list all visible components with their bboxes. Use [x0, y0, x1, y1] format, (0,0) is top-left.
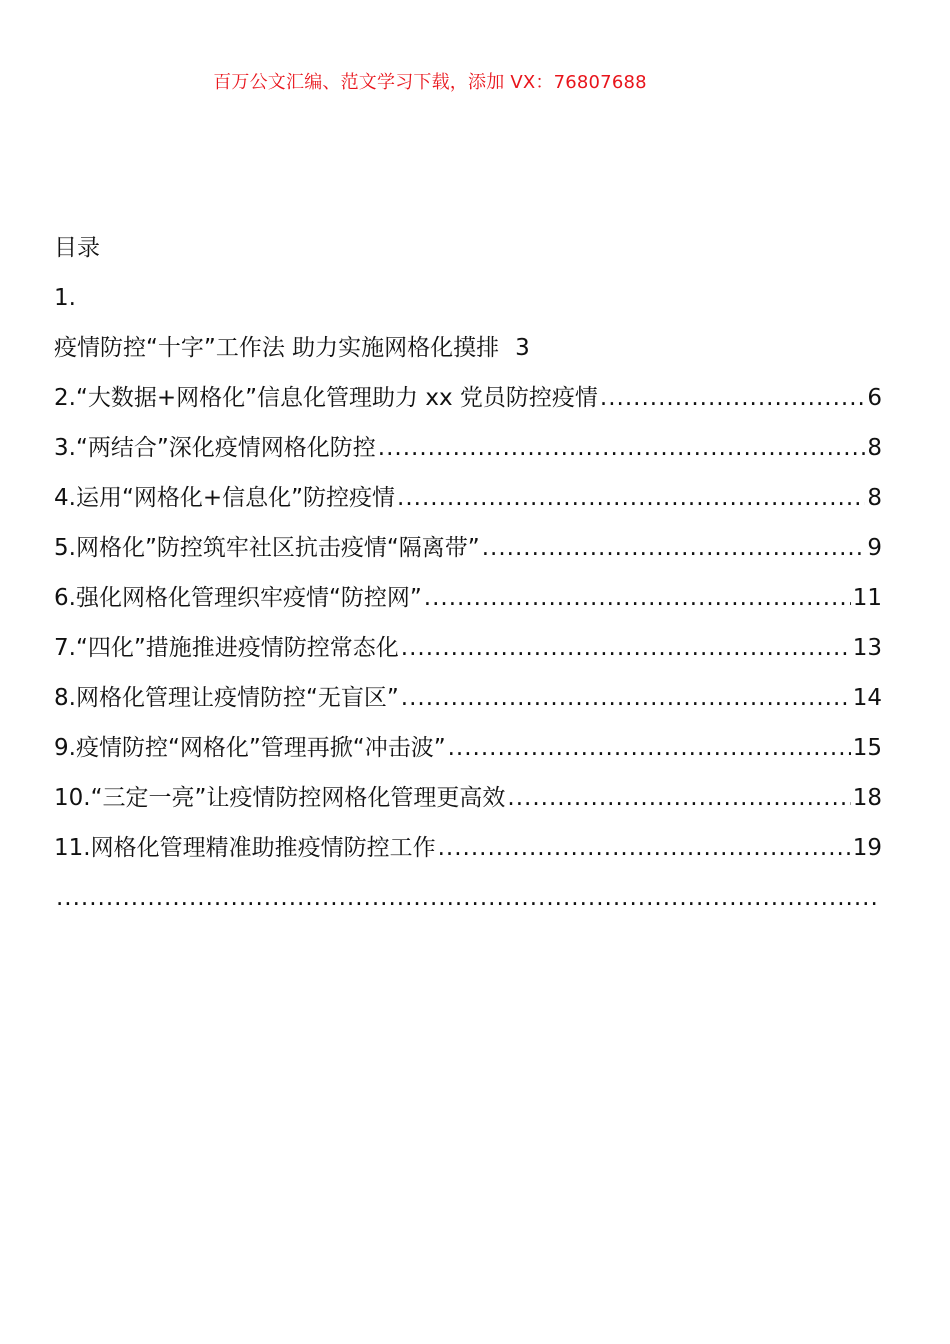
toc-leader-dots	[401, 623, 851, 673]
toc-item-label: 2.“大数据+网格化”信息化管理助力 xx 党员防控疫情	[54, 385, 598, 411]
toc-item-1-number: 1.	[54, 285, 76, 311]
toc-leader-dots	[448, 723, 851, 773]
toc-item-4[interactable]	[54, 473, 882, 523]
toc-item-5[interactable]	[54, 523, 882, 573]
toc-leader-dots	[401, 673, 851, 723]
toc-leader-dots	[482, 523, 866, 573]
toc-item-page: 15	[852, 735, 882, 761]
toc-item-label: 4.运用“网格化+信息化”防控疫情	[54, 485, 396, 511]
toc-item-3[interactable]	[54, 423, 882, 473]
toc-leader-dots	[600, 373, 865, 423]
toc-item-label: 7.“四化”措施推进疫情防控常态化	[54, 635, 399, 661]
toc-item-1-label: 疫情防控“十字”工作法 助力实施网格化摸排	[54, 335, 500, 361]
toc-item-page: 8	[867, 435, 882, 461]
toc-item-7[interactable]	[54, 623, 882, 673]
toc-item-label: 9.疫情防控“网格化”管理再掀“冲击波”	[54, 735, 446, 761]
toc-item-1[interactable]	[54, 323, 882, 373]
toc-item-page: 18	[852, 785, 882, 811]
toc-item-label: 11.网格化管理精准助推疫情防控工作	[54, 835, 436, 861]
toc-item-8[interactable]	[54, 673, 882, 723]
toc-item-page: 13	[852, 635, 882, 661]
toc-leader-dots	[507, 773, 850, 823]
toc-item-1-page: 3	[515, 335, 530, 361]
toc-item-9[interactable]	[54, 723, 882, 773]
toc-item-label: 8.网格化管理让疫情防控“无盲区”	[54, 685, 399, 711]
toc-item-page: 19	[852, 835, 882, 861]
toc-item-6[interactable]	[54, 573, 882, 623]
toc-item-12[interactable]	[54, 873, 882, 923]
header-watermark-text: 百万公文汇编、范文学习下载，添加 VX：76807688	[213, 72, 647, 93]
toc-item-label: 3.“两结合”深化疫情网格化防控	[54, 435, 376, 461]
table-of-contents	[54, 223, 882, 923]
toc-item-page: 9	[867, 535, 882, 561]
toc-leader-dots	[424, 573, 851, 623]
toc-item-11[interactable]	[54, 823, 882, 873]
toc-item-label: 10.“三定一亮”让疫情防控网格化管理更高效	[54, 785, 506, 811]
toc-title: 目录	[54, 235, 100, 261]
toc-leader-dots	[56, 873, 880, 923]
toc-item-page: 6	[867, 385, 882, 411]
toc-item-label: 6.强化网格化管理织牢疫情“防控网”	[54, 585, 422, 611]
toc-item-2[interactable]	[54, 373, 882, 423]
toc-item-10[interactable]	[54, 773, 882, 823]
toc-leader-dots	[397, 473, 865, 523]
toc-item-page: 11	[852, 585, 882, 611]
toc-item-label: 5.网格化”防控筑牢社区抗击疫情“隔离带”	[54, 535, 480, 561]
toc-leader-dots	[378, 423, 866, 473]
toc-item-page: 8	[867, 485, 882, 511]
toc-item-page: 14	[852, 685, 882, 711]
toc-leader-dots	[438, 823, 851, 873]
